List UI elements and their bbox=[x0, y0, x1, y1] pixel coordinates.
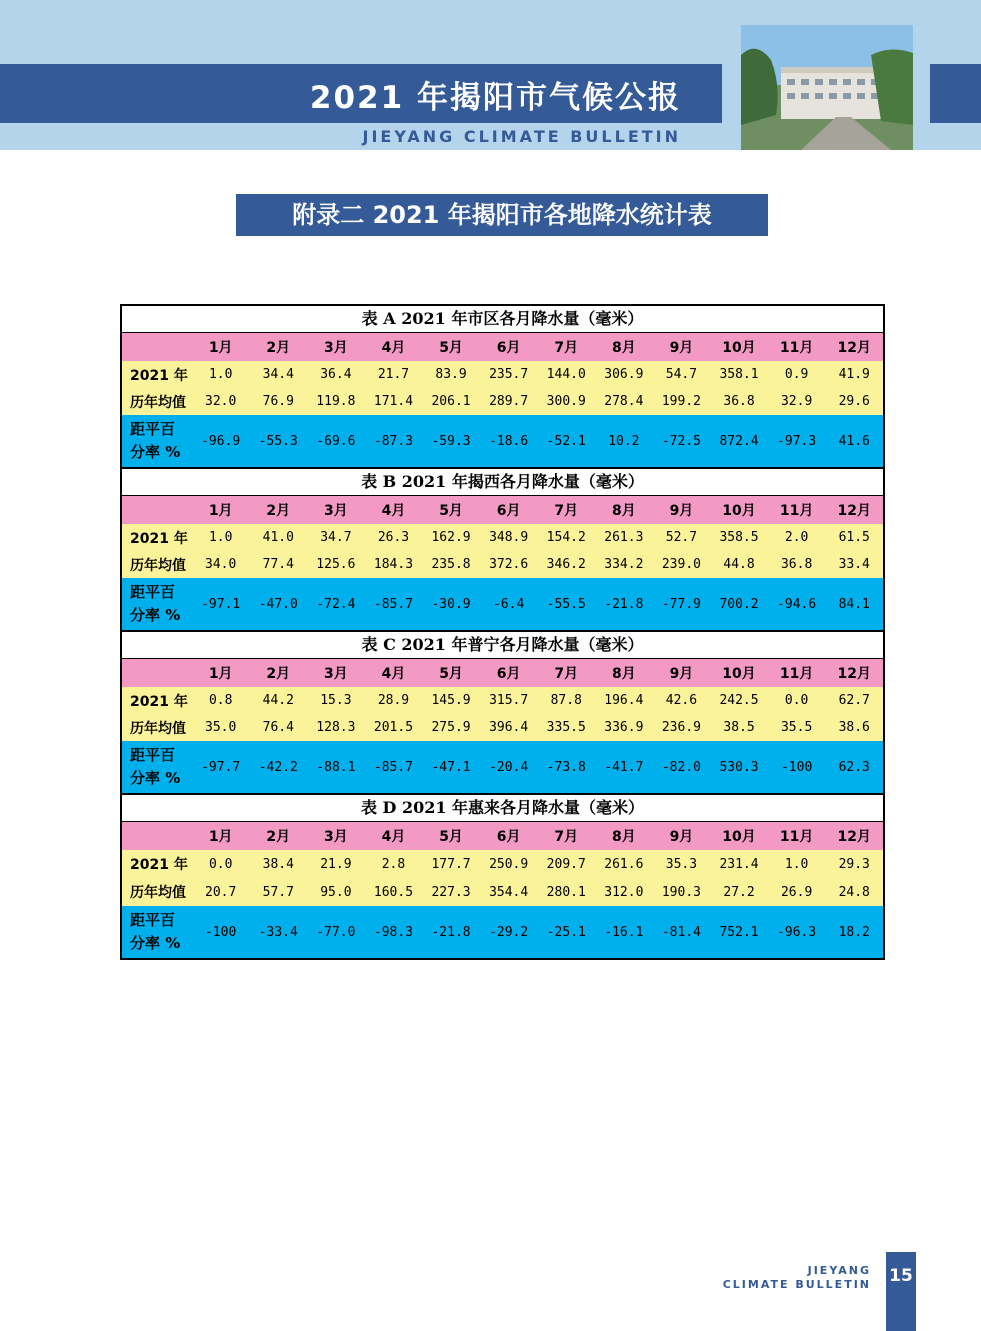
table-cell: 348.9 bbox=[489, 530, 529, 545]
table-cell: 335.5 bbox=[546, 720, 586, 735]
table-cell: 162.9 bbox=[431, 530, 471, 545]
month-header: 2月 bbox=[266, 829, 291, 845]
row-label-anomaly bbox=[122, 581, 192, 627]
month-header: 3月 bbox=[324, 340, 348, 356]
table-cell: 41.9 bbox=[838, 367, 870, 382]
month-header: 5月 bbox=[439, 340, 463, 356]
month-header: 3月 bbox=[324, 503, 348, 519]
month-header: 2月 bbox=[266, 340, 291, 356]
table-cell: -97.3 bbox=[777, 433, 817, 449]
row-label-anomaly-line1: 距平百 bbox=[130, 420, 176, 438]
appendix-title: 附录二 2021 年揭阳市各地降水统计表 bbox=[236, 194, 768, 236]
table-caption: 表 D 2021 年惠来各月降水量（毫米） bbox=[122, 795, 883, 822]
table-cell: 33.4 bbox=[838, 557, 870, 572]
table-cell: -33.4 bbox=[258, 924, 298, 940]
table-cell: 1.0 bbox=[784, 856, 809, 872]
month-header: 1月 bbox=[208, 503, 233, 519]
month-header: 4月 bbox=[381, 340, 406, 356]
table-cell: 95.0 bbox=[320, 884, 352, 900]
table-cell: -41.7 bbox=[604, 759, 644, 775]
row-label-anomaly bbox=[122, 909, 192, 955]
table-cell: 289.7 bbox=[489, 394, 529, 409]
month-header: 4月 bbox=[381, 503, 406, 519]
month-header: 4月 bbox=[381, 666, 406, 682]
table-cell: 62.3 bbox=[838, 759, 870, 775]
month-header: 10月 bbox=[722, 503, 756, 519]
table-cell: -72.4 bbox=[316, 596, 356, 612]
row-label-year: 2021 年 bbox=[130, 693, 188, 710]
table-caption: 表 B 2021 年揭西各月降水量（毫米） bbox=[122, 469, 883, 496]
table-cell: 358.1 bbox=[719, 367, 759, 382]
table-cell: 36.8 bbox=[780, 557, 813, 572]
month-header: 10月 bbox=[722, 340, 756, 356]
month-header: 1月 bbox=[208, 829, 233, 845]
table-cell: -100 bbox=[205, 924, 237, 940]
month-header: 6月 bbox=[496, 503, 521, 519]
table-cell: -81.4 bbox=[661, 924, 701, 940]
table-cell: -97.7 bbox=[201, 759, 241, 775]
table-cell: 872.4 bbox=[719, 433, 759, 449]
table-cell: -69.6 bbox=[316, 433, 356, 449]
table-cell: 372.6 bbox=[489, 557, 529, 572]
month-header: 12月 bbox=[837, 503, 871, 519]
table-cell: 35.5 bbox=[780, 720, 813, 735]
month-header-row bbox=[122, 496, 883, 524]
table-cell: 235.8 bbox=[431, 557, 471, 572]
month-header: 6月 bbox=[496, 666, 521, 682]
table-cell: 26.3 bbox=[377, 530, 410, 545]
table-cell: 315.7 bbox=[489, 693, 529, 708]
anomaly-row bbox=[122, 578, 883, 630]
month-header: 12月 bbox=[837, 829, 871, 845]
table-cell: 87.8 bbox=[550, 693, 582, 708]
month-header: 9月 bbox=[669, 829, 694, 845]
month-header: 8月 bbox=[611, 829, 636, 845]
table-cell: 227.3 bbox=[431, 884, 471, 900]
table-cell: 1.0 bbox=[208, 367, 233, 382]
table-cell: -77.9 bbox=[661, 596, 701, 612]
table-cell: 35.3 bbox=[665, 856, 698, 872]
table-caption: 表 C 2021 年普宁各月降水量（毫米） bbox=[122, 632, 883, 659]
table-cell: 35.0 bbox=[205, 720, 237, 735]
month-header: 10月 bbox=[722, 829, 756, 845]
table-cell: 261.3 bbox=[604, 530, 644, 545]
table-cell: 160.5 bbox=[373, 884, 414, 900]
row-label-anomaly bbox=[122, 744, 192, 790]
table-cell: 201.5 bbox=[373, 720, 414, 735]
table-cell: 171.4 bbox=[373, 394, 414, 409]
table-cell: 336.9 bbox=[604, 720, 644, 735]
month-header: 8月 bbox=[611, 340, 636, 356]
table-cell: 41.0 bbox=[262, 530, 294, 545]
month-header: 3月 bbox=[324, 829, 348, 845]
table-cell: 312.0 bbox=[604, 884, 644, 900]
table-cell: -30.9 bbox=[431, 596, 471, 612]
table-cell: -52.1 bbox=[546, 433, 586, 449]
table-cell: 177.7 bbox=[431, 856, 471, 872]
average-row bbox=[122, 388, 883, 415]
table-cell: -47.1 bbox=[431, 759, 471, 775]
table-cell: 57.7 bbox=[262, 884, 294, 900]
table-cell: 27.2 bbox=[723, 884, 755, 900]
footer-line1: JIEYANG bbox=[807, 1264, 871, 1277]
table-cell: 38.4 bbox=[262, 856, 294, 872]
month-header: 2月 bbox=[266, 503, 291, 519]
month-header: 3月 bbox=[324, 666, 348, 682]
table-cell: 2.0 bbox=[784, 530, 809, 545]
table-cell: 231.4 bbox=[719, 856, 759, 872]
table-cell: 29.6 bbox=[838, 394, 870, 409]
table-cell: 21.7 bbox=[377, 367, 410, 382]
average-row bbox=[122, 714, 883, 741]
table-cell: 300.9 bbox=[546, 394, 586, 409]
table-cell: 84.1 bbox=[838, 596, 870, 612]
year-row bbox=[122, 361, 883, 388]
table-cell: 1.0 bbox=[208, 530, 233, 545]
table-cell: 250.9 bbox=[489, 856, 529, 872]
table-cell: 38.6 bbox=[838, 720, 870, 735]
table-cell: 235.7 bbox=[489, 367, 529, 382]
anomaly-row bbox=[122, 415, 883, 467]
footer-line2: CLIMATE BULLETIN bbox=[722, 1278, 871, 1291]
month-header: 12月 bbox=[837, 340, 871, 356]
table-cell: 42.6 bbox=[665, 693, 698, 708]
table-cell: 41.6 bbox=[838, 433, 870, 449]
table-cell: 278.4 bbox=[604, 394, 644, 409]
table-cell: -88.1 bbox=[316, 759, 356, 775]
row-label-average: 历年均值 bbox=[130, 557, 186, 574]
table-cell: -97.1 bbox=[201, 596, 241, 612]
table-cell: 209.7 bbox=[546, 856, 586, 872]
table-cell: 346.2 bbox=[546, 557, 586, 572]
table-cell: 36.4 bbox=[320, 367, 352, 382]
table-cell: -25.1 bbox=[546, 924, 586, 940]
month-header: 10月 bbox=[722, 666, 756, 682]
table-cell: 144.0 bbox=[546, 367, 586, 382]
table-cell: -55.5 bbox=[546, 596, 586, 612]
table-cell: 76.4 bbox=[262, 720, 294, 735]
table-cell: 29.3 bbox=[838, 856, 870, 872]
row-label-anomaly-line2: 分率 % bbox=[130, 443, 181, 461]
year-row bbox=[122, 850, 883, 878]
table-cell: -55.3 bbox=[258, 433, 298, 449]
month-header: 11月 bbox=[779, 666, 814, 682]
month-header-row bbox=[122, 333, 883, 361]
table-cell: 280.1 bbox=[546, 884, 586, 900]
table-cell: 196.4 bbox=[604, 693, 644, 708]
row-label-anomaly-line1: 距平百 bbox=[130, 746, 176, 764]
table-cell: 275.9 bbox=[431, 720, 471, 735]
table-cell: -96.3 bbox=[777, 924, 817, 940]
month-header: 8月 bbox=[611, 666, 636, 682]
table-cell: 206.1 bbox=[431, 394, 471, 409]
table-cell: 54.7 bbox=[665, 367, 698, 382]
table-cell: -47.0 bbox=[258, 596, 298, 612]
table-cell: -59.3 bbox=[431, 433, 471, 449]
table-cell: -18.6 bbox=[489, 433, 529, 449]
bulletin-subtitle: JIEYANG CLIMATE BULLETIN bbox=[362, 127, 681, 146]
month-header: 7月 bbox=[554, 829, 579, 845]
table-cell: 396.4 bbox=[489, 720, 529, 735]
month-header: 7月 bbox=[554, 666, 579, 682]
table-a bbox=[120, 304, 885, 467]
month-header: 9月 bbox=[669, 340, 694, 356]
table-cell: 34.0 bbox=[205, 557, 237, 572]
row-label-average: 历年均值 bbox=[130, 885, 186, 901]
table-cell: 306.9 bbox=[604, 367, 644, 382]
table-cell: 61.5 bbox=[838, 530, 870, 545]
table-cell: -29.2 bbox=[489, 924, 529, 940]
month-header: 5月 bbox=[439, 829, 463, 845]
table-b bbox=[120, 467, 885, 630]
table-cell: 18.2 bbox=[838, 924, 870, 940]
table-cell: -6.4 bbox=[493, 596, 525, 612]
table-c bbox=[120, 630, 885, 793]
table-cell: 190.3 bbox=[661, 884, 701, 900]
average-row bbox=[122, 878, 883, 906]
anomaly-row bbox=[122, 906, 883, 958]
month-header: 5月 bbox=[439, 666, 463, 682]
table-cell: 24.8 bbox=[838, 884, 870, 900]
row-label-year: 2021 年 bbox=[130, 530, 188, 547]
table-cell: 20.7 bbox=[205, 884, 237, 900]
month-header: 9月 bbox=[669, 503, 694, 519]
month-header: 6月 bbox=[496, 829, 521, 845]
table-cell: 239.0 bbox=[661, 557, 701, 572]
table-cell: -98.3 bbox=[373, 924, 414, 940]
table-cell: 2.8 bbox=[381, 856, 406, 872]
table-cell: 358.5 bbox=[719, 530, 759, 545]
row-label-year: 2021 年 bbox=[130, 367, 188, 384]
table-cell: -85.7 bbox=[373, 759, 414, 775]
table-cell: 154.2 bbox=[546, 530, 586, 545]
table-cell: 52.7 bbox=[665, 530, 698, 545]
bulletin-title: 2021 年揭阳市气候公报 bbox=[309, 80, 681, 116]
table-cell: 700.2 bbox=[719, 596, 759, 612]
table-cell: 184.3 bbox=[373, 557, 414, 572]
table-cell: 0.0 bbox=[784, 693, 809, 708]
table-cell: 44.8 bbox=[723, 557, 755, 572]
page-number-box bbox=[886, 1252, 916, 1331]
table-cell: 236.9 bbox=[661, 720, 701, 735]
table-cell: 145.9 bbox=[431, 693, 471, 708]
row-label-anomaly-line1: 距平百 bbox=[130, 583, 176, 601]
month-header: 11月 bbox=[779, 340, 814, 356]
month-header: 6月 bbox=[496, 340, 521, 356]
table-cell: 15.3 bbox=[320, 693, 352, 708]
row-label-anomaly-line1: 距平百 bbox=[130, 911, 176, 929]
table-cell: -42.2 bbox=[258, 759, 298, 775]
table-cell: 21.9 bbox=[320, 856, 352, 872]
month-header: 5月 bbox=[439, 503, 463, 519]
table-cell: 242.5 bbox=[719, 693, 759, 708]
table-cell: 128.3 bbox=[316, 720, 356, 735]
table-cell: 62.7 bbox=[838, 693, 870, 708]
month-header: 1月 bbox=[208, 340, 233, 356]
table-cell: 752.1 bbox=[719, 924, 759, 940]
month-header: 2月 bbox=[266, 666, 291, 682]
average-row bbox=[122, 551, 883, 578]
table-cell: 34.4 bbox=[262, 367, 294, 382]
table-cell: 530.3 bbox=[719, 759, 759, 775]
building-photo-image bbox=[741, 25, 913, 150]
table-cell: -87.3 bbox=[373, 433, 414, 449]
table-cell: 32.9 bbox=[780, 394, 813, 409]
table-cell: -94.6 bbox=[777, 596, 817, 612]
footer-text bbox=[723, 1264, 871, 1292]
table-cell: -85.7 bbox=[373, 596, 414, 612]
table-cell: -16.1 bbox=[604, 924, 644, 940]
table-cell: -20.4 bbox=[489, 759, 529, 775]
month-header: 4月 bbox=[381, 829, 406, 845]
table-cell: -100 bbox=[780, 759, 813, 775]
table-cell: -21.8 bbox=[431, 924, 471, 940]
month-header-row bbox=[122, 659, 883, 687]
table-cell: 119.8 bbox=[316, 394, 356, 409]
table-cell: 0.9 bbox=[784, 367, 809, 382]
year-row bbox=[122, 524, 883, 551]
table-cell: 334.2 bbox=[604, 557, 644, 572]
month-header: 7月 bbox=[554, 340, 579, 356]
table-cell: 34.7 bbox=[320, 530, 352, 545]
month-header: 1月 bbox=[208, 666, 233, 682]
table-cell: 0.0 bbox=[208, 856, 233, 872]
table-cell: -21.8 bbox=[604, 596, 644, 612]
table-cell: 354.4 bbox=[489, 884, 529, 900]
row-label-anomaly-line2: 分率 % bbox=[130, 606, 181, 624]
header-band-right bbox=[930, 64, 981, 123]
table-cell: -72.5 bbox=[661, 433, 701, 449]
table-cell: 0.8 bbox=[208, 693, 233, 708]
table-cell: -77.0 bbox=[316, 924, 356, 940]
row-label-anomaly-line2: 分率 % bbox=[130, 934, 181, 952]
precipitation-tables bbox=[120, 304, 885, 960]
page-number: 15 bbox=[889, 1266, 913, 1286]
month-header-row bbox=[122, 822, 883, 850]
table-cell: 36.8 bbox=[723, 394, 755, 409]
table-cell: 26.9 bbox=[780, 884, 813, 900]
table-cell: 77.4 bbox=[262, 557, 294, 572]
table-cell: 44.2 bbox=[262, 693, 294, 708]
table-cell: 261.6 bbox=[604, 856, 644, 872]
row-label-anomaly bbox=[122, 418, 192, 464]
anomaly-row bbox=[122, 741, 883, 793]
table-cell: 199.2 bbox=[661, 394, 701, 409]
month-header: 7月 bbox=[554, 503, 579, 519]
month-header: 8月 bbox=[611, 503, 636, 519]
table-cell: 32.0 bbox=[205, 394, 237, 409]
row-label-average: 历年均值 bbox=[130, 394, 186, 411]
table-cell: 83.9 bbox=[435, 367, 467, 382]
table-cell: -82.0 bbox=[661, 759, 701, 775]
table-cell: 10.2 bbox=[608, 433, 640, 449]
table-cell: 76.9 bbox=[262, 394, 294, 409]
table-cell: -73.8 bbox=[546, 759, 586, 775]
table-d bbox=[120, 793, 885, 960]
month-header: 9月 bbox=[669, 666, 694, 682]
row-label-average: 历年均值 bbox=[130, 720, 186, 737]
month-header: 11月 bbox=[779, 503, 814, 519]
year-row bbox=[122, 687, 883, 714]
table-caption: 表 A 2021 年市区各月降水量（毫米） bbox=[122, 306, 883, 333]
row-label-year: 2021 年 bbox=[130, 857, 188, 873]
table-cell: 125.6 bbox=[316, 557, 356, 572]
building-photo bbox=[741, 25, 913, 150]
row-label-anomaly-line2: 分率 % bbox=[130, 769, 181, 787]
table-cell: 38.5 bbox=[723, 720, 755, 735]
month-header: 12月 bbox=[837, 666, 871, 682]
table-cell: -96.9 bbox=[201, 433, 241, 449]
month-header: 11月 bbox=[779, 829, 814, 845]
table-cell: 28.9 bbox=[377, 693, 410, 708]
